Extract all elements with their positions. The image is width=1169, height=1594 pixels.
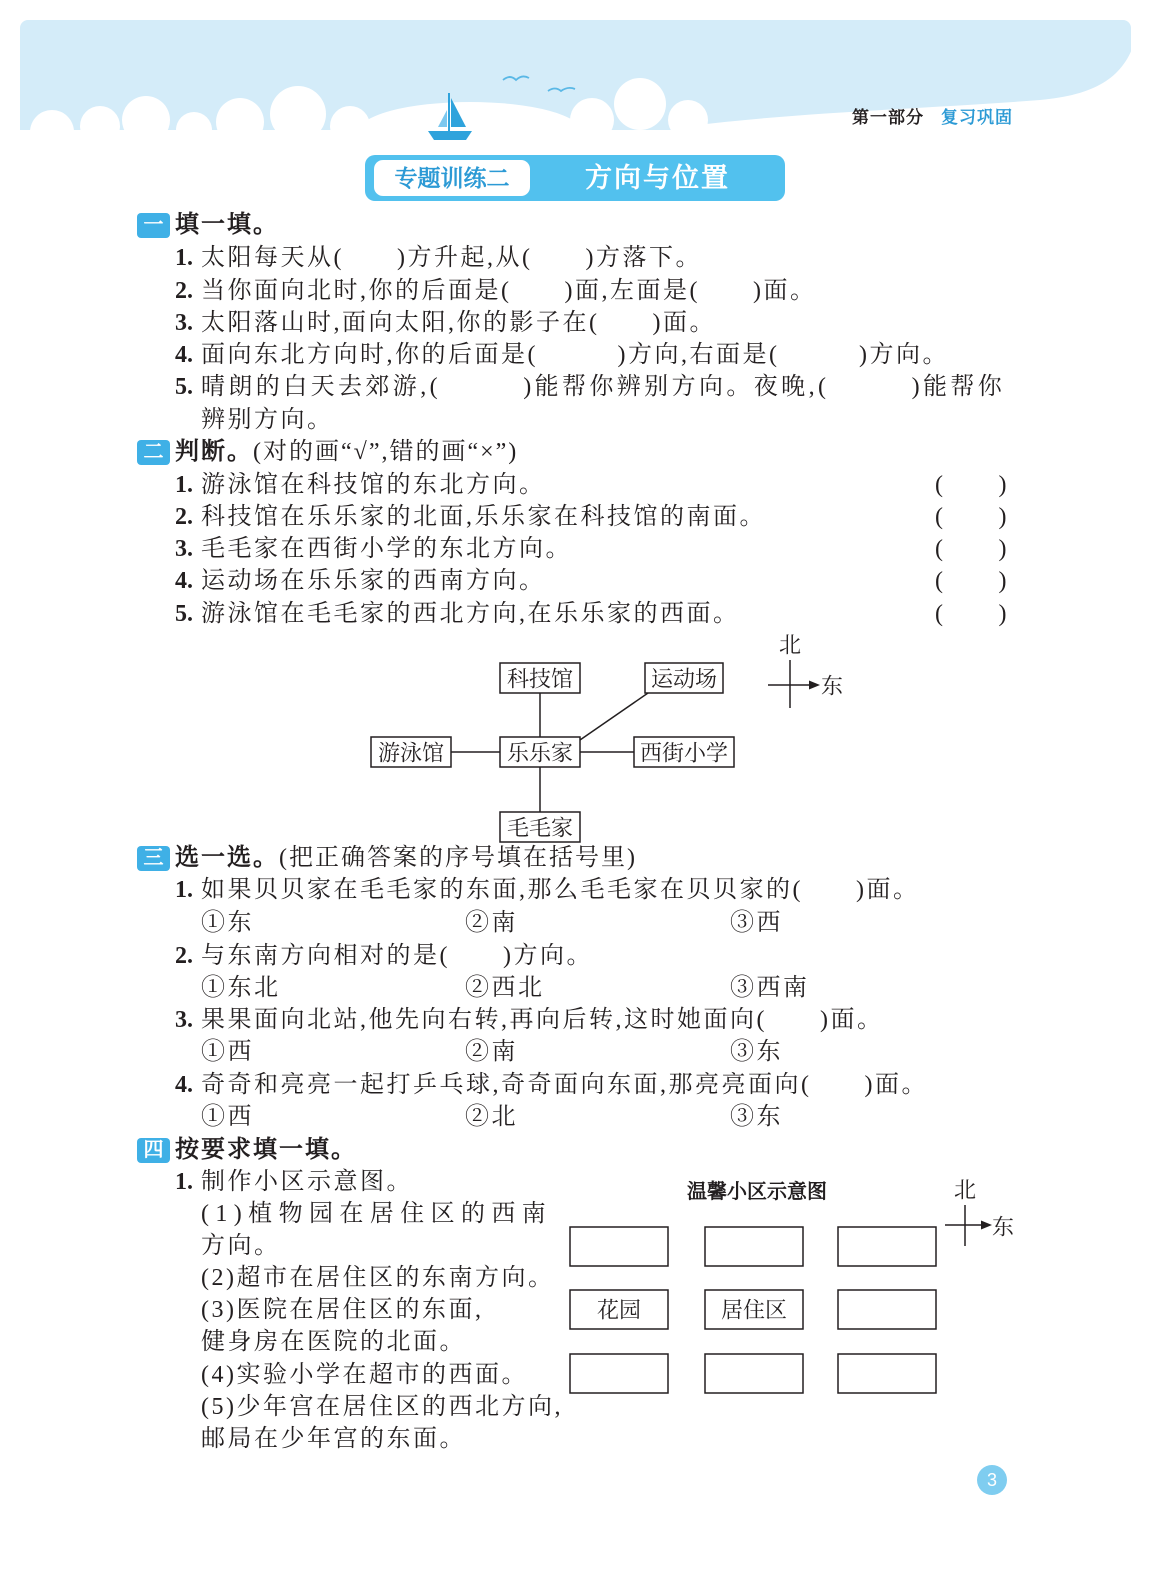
topic-banner [365,155,785,201]
map-cell [570,1227,668,1266]
question-text: 面向东北方向时,你的后面是( )方向,右面是( )方向。 [201,342,949,368]
requirement-line: 健身房在医院的北面。 [201,1329,466,1355]
place-label: 科技馆 [506,666,574,692]
question-number: 4. [175,342,193,368]
section-title-3: 选一选。 [175,845,279,871]
question-text: 制作小区示意图。 [201,1169,413,1195]
section-heading-3 [175,842,637,874]
section-heading-2 [175,436,518,468]
section-note-2: (对的画“√”,错的画“×”) [253,439,519,465]
question-text: 毛毛家在西街小学的东北方向。 [201,536,572,562]
question-text: 太阳落山时,面向太阳,你的影子在( )面。 [201,310,716,336]
place-label: 运动场 [650,666,718,692]
section-note-3: (把正确答案的序号填在括号里) [279,845,637,871]
question-text: 科技馆在乐乐家的北面,乐乐家在科技馆的南面。 [201,504,766,530]
map-cell [705,1354,803,1393]
compass-icon [945,1205,992,1246]
page-number: 3 [977,1465,1007,1495]
question-number: 3. [175,536,193,562]
question-number: 1. [175,1169,193,1195]
question-text: 奇奇和亮亮一起打乒乓球,奇奇面向东面,那亮亮面向( )面。 [201,1072,928,1098]
map-cell [838,1354,936,1393]
map-cell [705,1227,803,1266]
section-number-1: 一 [137,213,170,238]
question-number: 1. [175,245,193,271]
section-number-4: 四 [137,1138,170,1163]
question-text: 晴朗的白天去郊游,( )能帮你辨别方向。夜晚,( )能帮你 [201,374,1006,400]
question-number: 2. [175,278,193,304]
question-text-continued: 辨别方向。 [201,407,334,433]
answer-bracket: ( ) [935,536,1009,562]
choice-option: ③东 [730,1104,783,1130]
compass-east-label: 东 [991,1214,1015,1240]
question-text: 果果面向北站,他先向右转,再向后转,这时她面向( )面。 [201,1007,884,1033]
question-number: 1. [175,877,193,903]
community-map [560,1170,1030,1400]
answer-bracket: ( ) [935,472,1009,498]
question-text: 游泳馆在毛毛家的西北方向,在乐乐家的西面。 [201,601,740,627]
answer-bracket: ( ) [935,568,1009,594]
question-text: 运动场在乐乐家的西南方向。 [201,568,546,594]
choice-option: ②南 [465,910,518,936]
question-number: 3. [175,310,193,336]
topic-tag: 专题训练二 [374,160,530,196]
map-cell [838,1227,936,1266]
requirement-line: (2)超市在居住区的东南方向。 [201,1265,555,1291]
compass-north-label: 北 [953,1177,977,1203]
compass-north-label: 北 [778,632,802,658]
choice-option: ②南 [465,1039,518,1065]
part-label: 第一部分 [852,108,924,127]
place-label: 乐乐家 [506,740,574,766]
section-number-3: 三 [137,846,170,871]
section-title-1: 填一填。 [175,212,279,238]
question-text: 太阳每天从( )方升起,从( )方落下。 [201,245,702,271]
requirement-line: (1)植物园在居住区的西南 [201,1201,553,1227]
answer-bracket: ( ) [935,504,1009,530]
question-number: 3. [175,1007,193,1033]
map-cell [838,1290,936,1329]
choice-option: ①西 [201,1104,254,1130]
question-text: 如果贝贝家在毛毛家的东面,那么毛毛家在贝贝家的( )面。 [201,877,920,903]
question-text: 与东南方向相对的是( )方向。 [201,943,593,969]
choice-option: ②北 [465,1104,518,1130]
requirement-line: (5)少年宫在居住区的西北方向, [201,1394,563,1420]
map-cell-label: 居住区 [720,1297,788,1323]
compass-icon [768,660,820,708]
choice-option: ③西 [730,910,783,936]
section-number-2: 二 [137,440,170,465]
requirement-line: (3)医院在居住区的东面, [201,1297,484,1323]
requirement-line: 方向。 [201,1233,281,1259]
topic-title: 方向与位置 [585,163,730,193]
choice-option: ③东 [730,1039,783,1065]
choice-option: ②西北 [465,975,545,1001]
question-number: 2. [175,504,193,530]
choice-option: ①东北 [201,975,281,1001]
choice-option: ①西 [201,1039,254,1065]
place-label: 游泳馆 [377,740,445,766]
requirement-line: (4)实验小学在超市的西面。 [201,1362,528,1388]
section-title-4: 按要求填一填。 [175,1137,357,1163]
question-number: 2. [175,943,193,969]
location-diagram [360,630,850,846]
question-number: 5. [175,374,193,400]
place-label: 西街小学 [639,740,729,766]
answer-bracket: ( ) [935,601,1009,627]
map-cell-label: 花园 [596,1297,642,1323]
compass-east-label: 东 [820,673,844,699]
choice-option: ③西南 [730,975,810,1001]
question-number: 1. [175,472,193,498]
question-number: 5. [175,601,193,627]
section-title-2: 判断。 [175,439,253,465]
topic-label: 复习巩固 [941,108,1013,127]
question-text: 当你面向北时,你的后面是( )面,左面是( )面。 [201,278,817,304]
question-number: 4. [175,1072,193,1098]
map-cell [570,1354,668,1393]
map-title: 温馨小区示意图 [687,1181,827,1203]
requirement-line: 邮局在少年宫的东面。 [201,1426,466,1452]
question-text: 游泳馆在科技馆的东北方向。 [201,472,546,498]
question-number: 4. [175,568,193,594]
place-label: 毛毛家 [506,815,574,841]
choice-option: ①东 [201,910,254,936]
